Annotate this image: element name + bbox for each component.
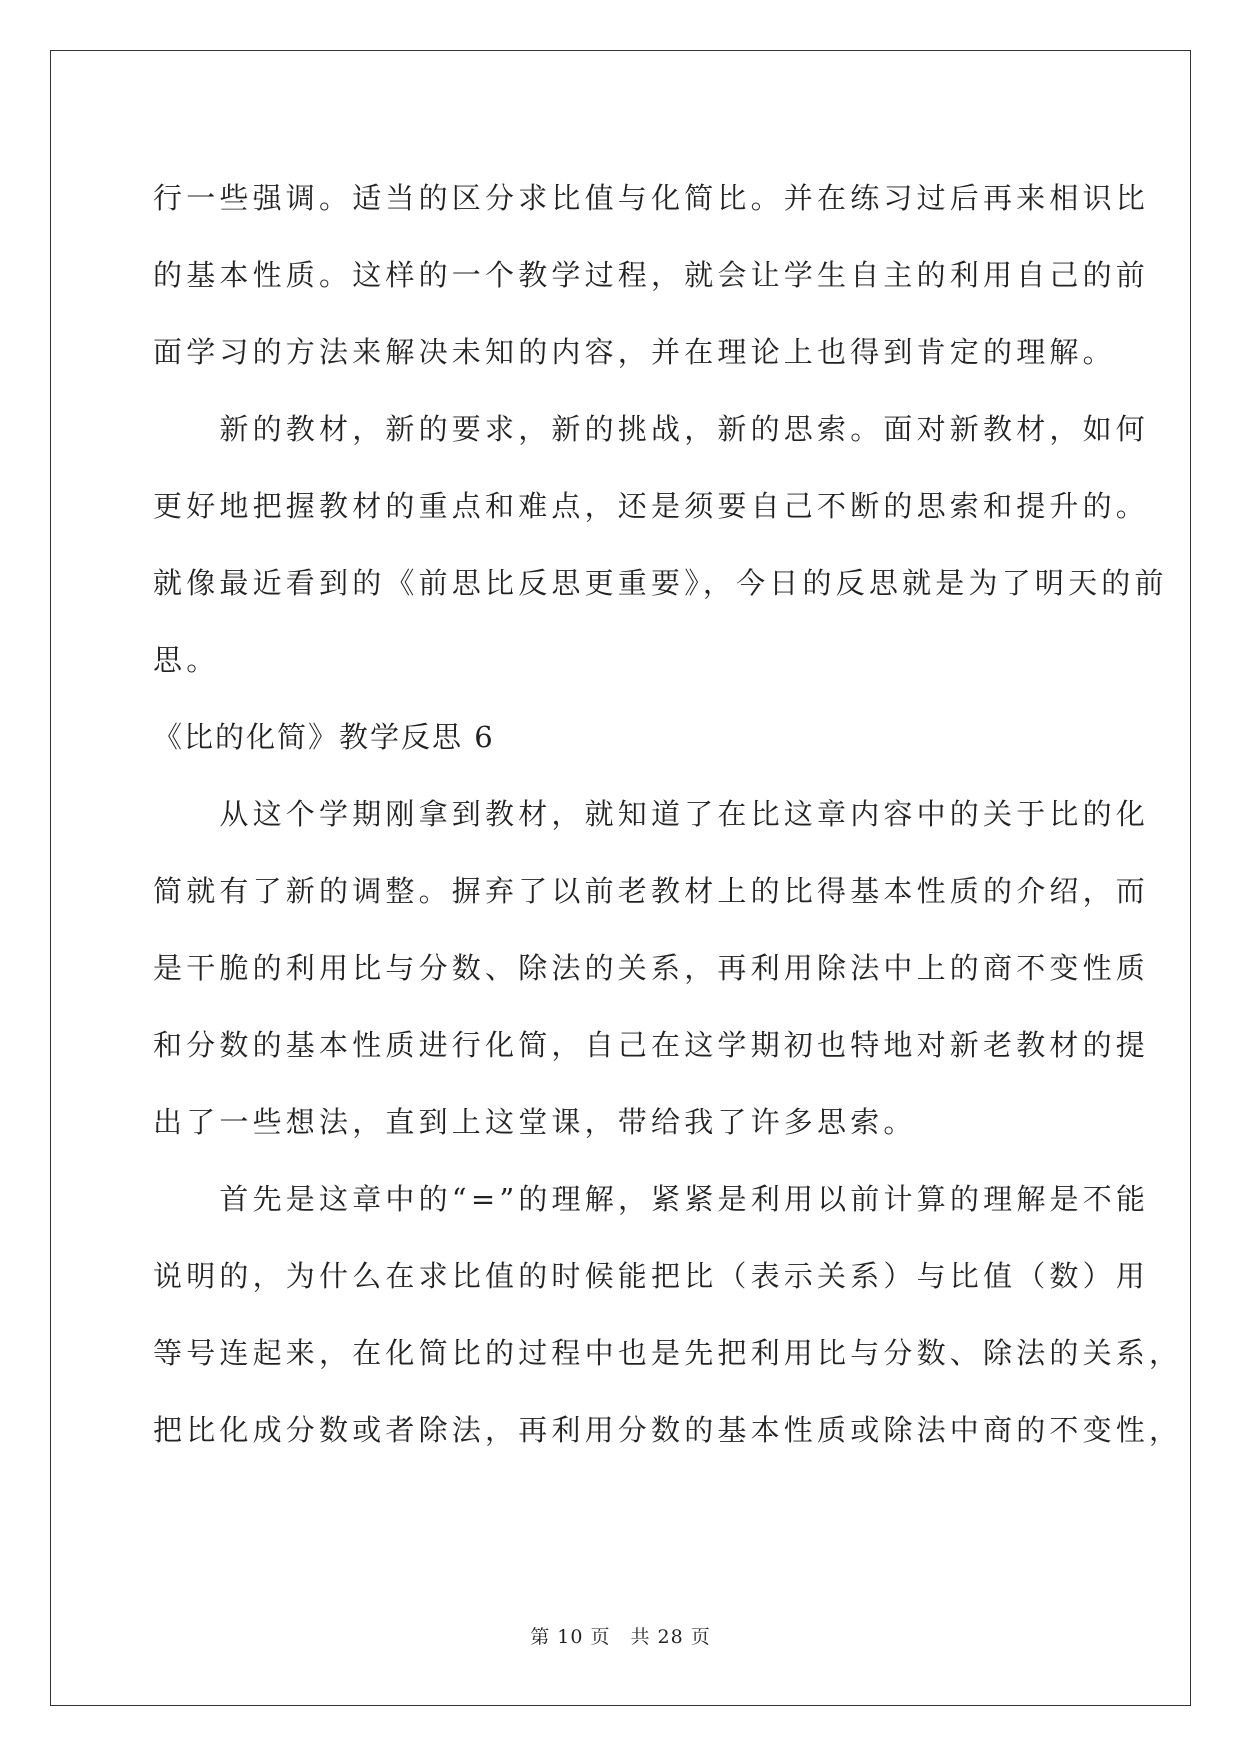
document-body <box>153 160 1183 1469</box>
page-number-footer: 第 10 页 共 28 页 <box>530 1626 711 1648</box>
text-line: 说明的，为什么在求比值的时候能把比（表示关系）与比值（数）用 <box>153 1259 1150 1293</box>
section-heading: 《比的化简》教学反思 6 <box>153 720 495 754</box>
text-line: 更好地把握教材的重点和难点，还是须要自己不断的思索和提升的。 <box>153 489 1150 523</box>
text-line: 简就有了新的调整。摒弃了以前老教材上的比得基本性质的介绍，而 <box>153 874 1150 908</box>
text-line: 是干脆的利用比与分数、除法的关系，再利用除法中上的商不变性质 <box>153 951 1150 985</box>
text-line: 首先是这章中的“=”的理解，紧紧是利用以前计算的理解是不能 <box>153 1182 1150 1216</box>
text-line: 的基本性质。这样的一个教学过程，就会让学生自主的利用自己的前 <box>153 258 1150 292</box>
text-line: 新的教材，新的要求，新的挑战，新的思索。面对新教材，如何 <box>153 412 1150 446</box>
text-line: 等号连起来，在化简比的过程中也是先把利用比与分数、除法的关系， <box>153 1336 1183 1370</box>
text-line: 就像最近看到的《前思比反思更重要》，今日的反思就是为了明天的前 <box>153 566 1168 600</box>
text-line: 出了一些想法，直到上这堂课，带给我了许多思索。 <box>153 1105 917 1139</box>
text-line: 行一些强调。适当的区分求比值与化简比。并在练习过后再来相识比 <box>153 181 1150 215</box>
text-line: 思。 <box>153 643 220 677</box>
text-line: 和分数的基本性质进行化简，自己在这学期初也特地对新老教材的提 <box>153 1028 1150 1062</box>
text-line: 把比化成分数或者除法，再利用分数的基本性质或除法中商的不变性， <box>153 1413 1183 1447</box>
text-line: 从这个学期刚拿到教材，就知道了在比这章内容中的关于比的化 <box>153 797 1150 831</box>
text-line: 面学习的方法来解决未知的内容，并在理论上也得到肯定的理解。 <box>153 335 1116 369</box>
